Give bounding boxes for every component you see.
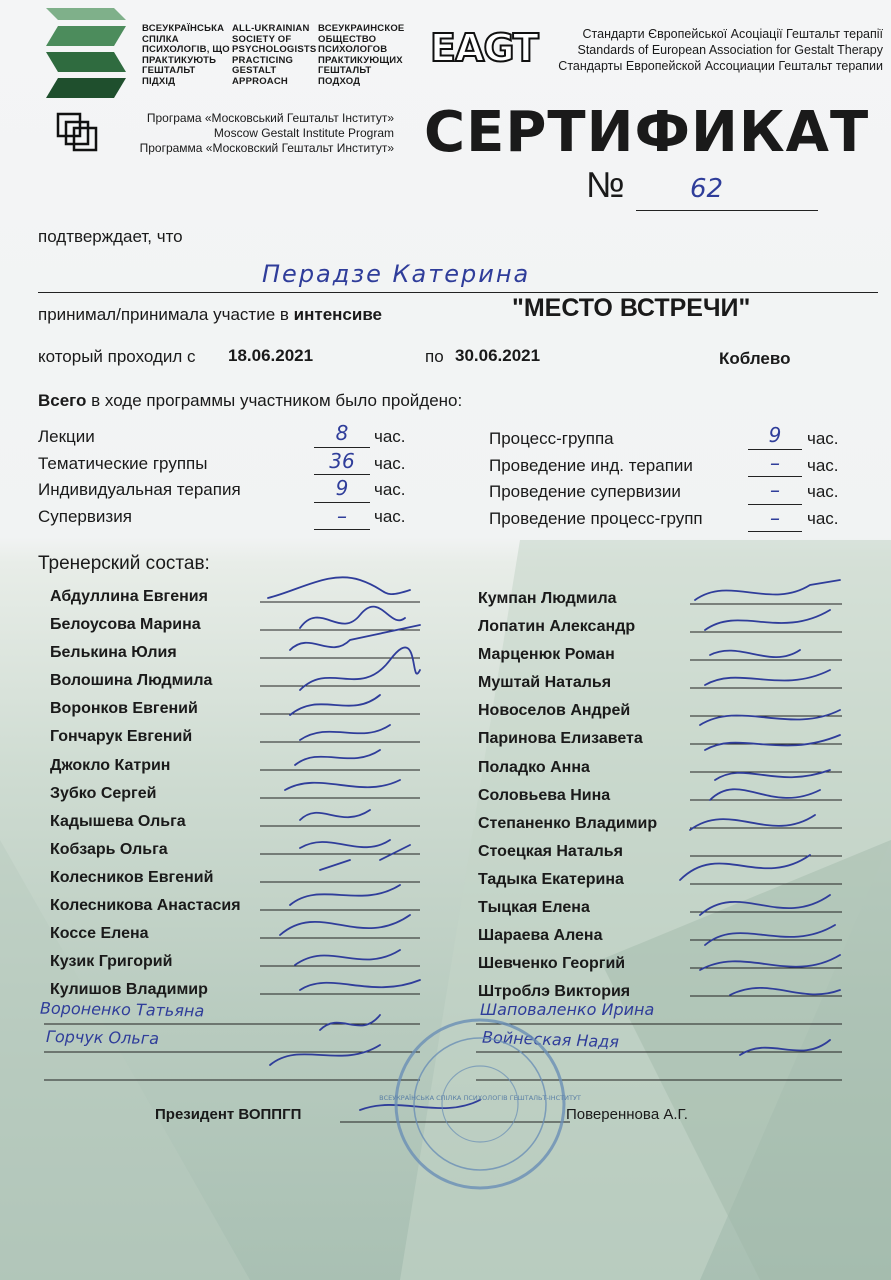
rus-society-name: ВСЕУКРАИНСКОЕ ОБЩЕСТВО ПСИХОЛОГОВ ПРАКТИКУЮЩИХ ГЕШТАЛЬТ ПОДХОД [318, 23, 405, 87]
location: Коблево [719, 349, 791, 368]
certificate-title: СЕРТИФИКАТ [424, 100, 870, 165]
trainer-name: Кобзарь Ольга [50, 840, 168, 858]
trainer-name: Белоусова Марина [50, 616, 201, 634]
ukr-society-name: ВСЕУКРАЇНСЬКА СПІЛКА ПСИХОЛОГІВ, ЩО ПРАКТИКУЮТЬ ГЕШТАЛЬТ ПІДХІД [142, 23, 230, 87]
trainer-name: Соловьева Нина [478, 786, 611, 804]
hours-value: – [748, 450, 802, 478]
trainer-name: Абдуллина Евгения [50, 588, 208, 605]
date-to: 30.06.2021 [455, 346, 541, 365]
trainer-name: Шараева Алена [478, 927, 603, 945]
hours-value: – [748, 505, 802, 533]
confirms-label: подтверждает, что [38, 227, 183, 246]
held-label: который проходил с [38, 347, 196, 366]
hours-label: Проведение супервизии [489, 482, 681, 501]
handwritten-trainer-name: Горчук Ольга [45, 1027, 160, 1048]
hours-label: Лекции [38, 427, 95, 446]
trainer-name: Воронков Евгений [50, 700, 198, 718]
trainer-name: Новоселов Андрей [478, 702, 631, 720]
eagt-logo: EAGT [430, 26, 538, 70]
moscow-program-text: Програма «Московський Гештальт Інститут» Moscow Gestalt Institute Program Программа «Московский Гештальт Институт» [139, 111, 394, 155]
trainer-name: Тадыка Екатерина [478, 870, 624, 888]
hours-value: 9 [314, 475, 370, 503]
trainer-name: Марценюк Роман [478, 646, 615, 664]
total-label: Всего в ходе программы участником было пройдено: [38, 391, 463, 410]
president-name: Поверенновa А.Г. [566, 1106, 688, 1123]
trainer-name: Кадышева Ольга [50, 812, 186, 830]
hours-label: Проведение инд. терапии [489, 455, 693, 475]
hours-label: Индивидуальная терапия [38, 480, 241, 499]
trainer-name: Волошина Людмила [50, 672, 213, 690]
participated-label: принимал/принимала участие в интенсиве [38, 305, 383, 324]
trainers-title: Тренерский состав: [38, 553, 210, 574]
hours-left-units: час. час. час. час. [374, 427, 406, 526]
handwritten-trainer-name: Вороненко Татьяна [39, 998, 205, 1021]
handwritten-trainer-name: Войнеская Надя [481, 1027, 620, 1052]
president-label: Президент ВОППГП [155, 1106, 302, 1123]
trainer-name: Шевченко Георгий [478, 955, 626, 973]
trainer-name: Колесников Евгений [50, 868, 214, 886]
hours-label: Супервизия [38, 506, 132, 526]
trainer-name: Муштай Наталья [478, 674, 612, 692]
hours-value: – [748, 477, 802, 505]
trainer-name: Белькина Юлия [50, 644, 177, 662]
certificate-number: 62 [690, 174, 724, 204]
handwritten-trainer-name: Шаповаленко Ирина [480, 1000, 655, 1019]
event-name: "МЕСТО ВСТРЕЧИ" [512, 294, 751, 322]
trainer-name: Зубко Сергей [50, 784, 157, 802]
hours-label: Процесс-группа [489, 429, 614, 448]
date-from: 18.06.2021 [228, 346, 314, 365]
hours-value: 36 [314, 448, 370, 476]
trainer-name: Тыцкая Елена [478, 899, 590, 917]
trainer-name: Паринова Елизавета [478, 730, 643, 748]
trainer-name: Джокло Катрин [50, 756, 171, 774]
trainer-name: Поладко Анна [478, 758, 590, 776]
trainer-name: Лопатин Александр [478, 618, 636, 636]
official-stamp-icon [379, 1016, 581, 1192]
trainer-name: Коссе Елена [50, 925, 149, 943]
hours-value: – [314, 503, 370, 531]
number-label: № [586, 164, 625, 205]
hours-value: 9 [748, 422, 802, 450]
trainer-name: Колесникова Анастасия [50, 897, 241, 915]
to-label: по [425, 347, 444, 366]
trainer-name: Кузик Григорий [50, 953, 173, 971]
trainer-name: Кулишов Владимир [50, 981, 208, 999]
hours-label: Тематические группы [38, 453, 208, 473]
trainer-name: Степаненко Владимир [478, 814, 658, 832]
hours-value: 8 [314, 420, 370, 448]
hours-label: Проведение процесс-групп [489, 508, 703, 528]
hours-right-units: час. час. час. час. [807, 429, 839, 528]
stamp-text: ВСЕУКРАЇНСЬКА СПІЛКА ПСИХОЛОГІВ ГЕШТАЛЬТ-ІНСТИТУТ [379, 1094, 581, 1102]
trainer-name: Штроблэ Виктория [478, 983, 631, 1001]
participant-name: Перадзе Катерина [262, 260, 531, 288]
trainer-name: Гончарук Евгений [50, 728, 193, 746]
eagt-standards-text: Стандарти Європейської Асоціації Гештальт терапії Standards of European Association for Gestalt Therapy Стандарты Европейской Ассоциации Гештальт терапии [558, 27, 883, 73]
trainer-name: Стоецкая Наталья [478, 842, 623, 860]
eng-society-name: ALL-UKRAINIAN SOCIETY OF PSYCHOLOGISTS PRACTICING GESTALT APPROACH [232, 23, 317, 87]
trainer-name: Кумпан Людмила [478, 590, 617, 607]
